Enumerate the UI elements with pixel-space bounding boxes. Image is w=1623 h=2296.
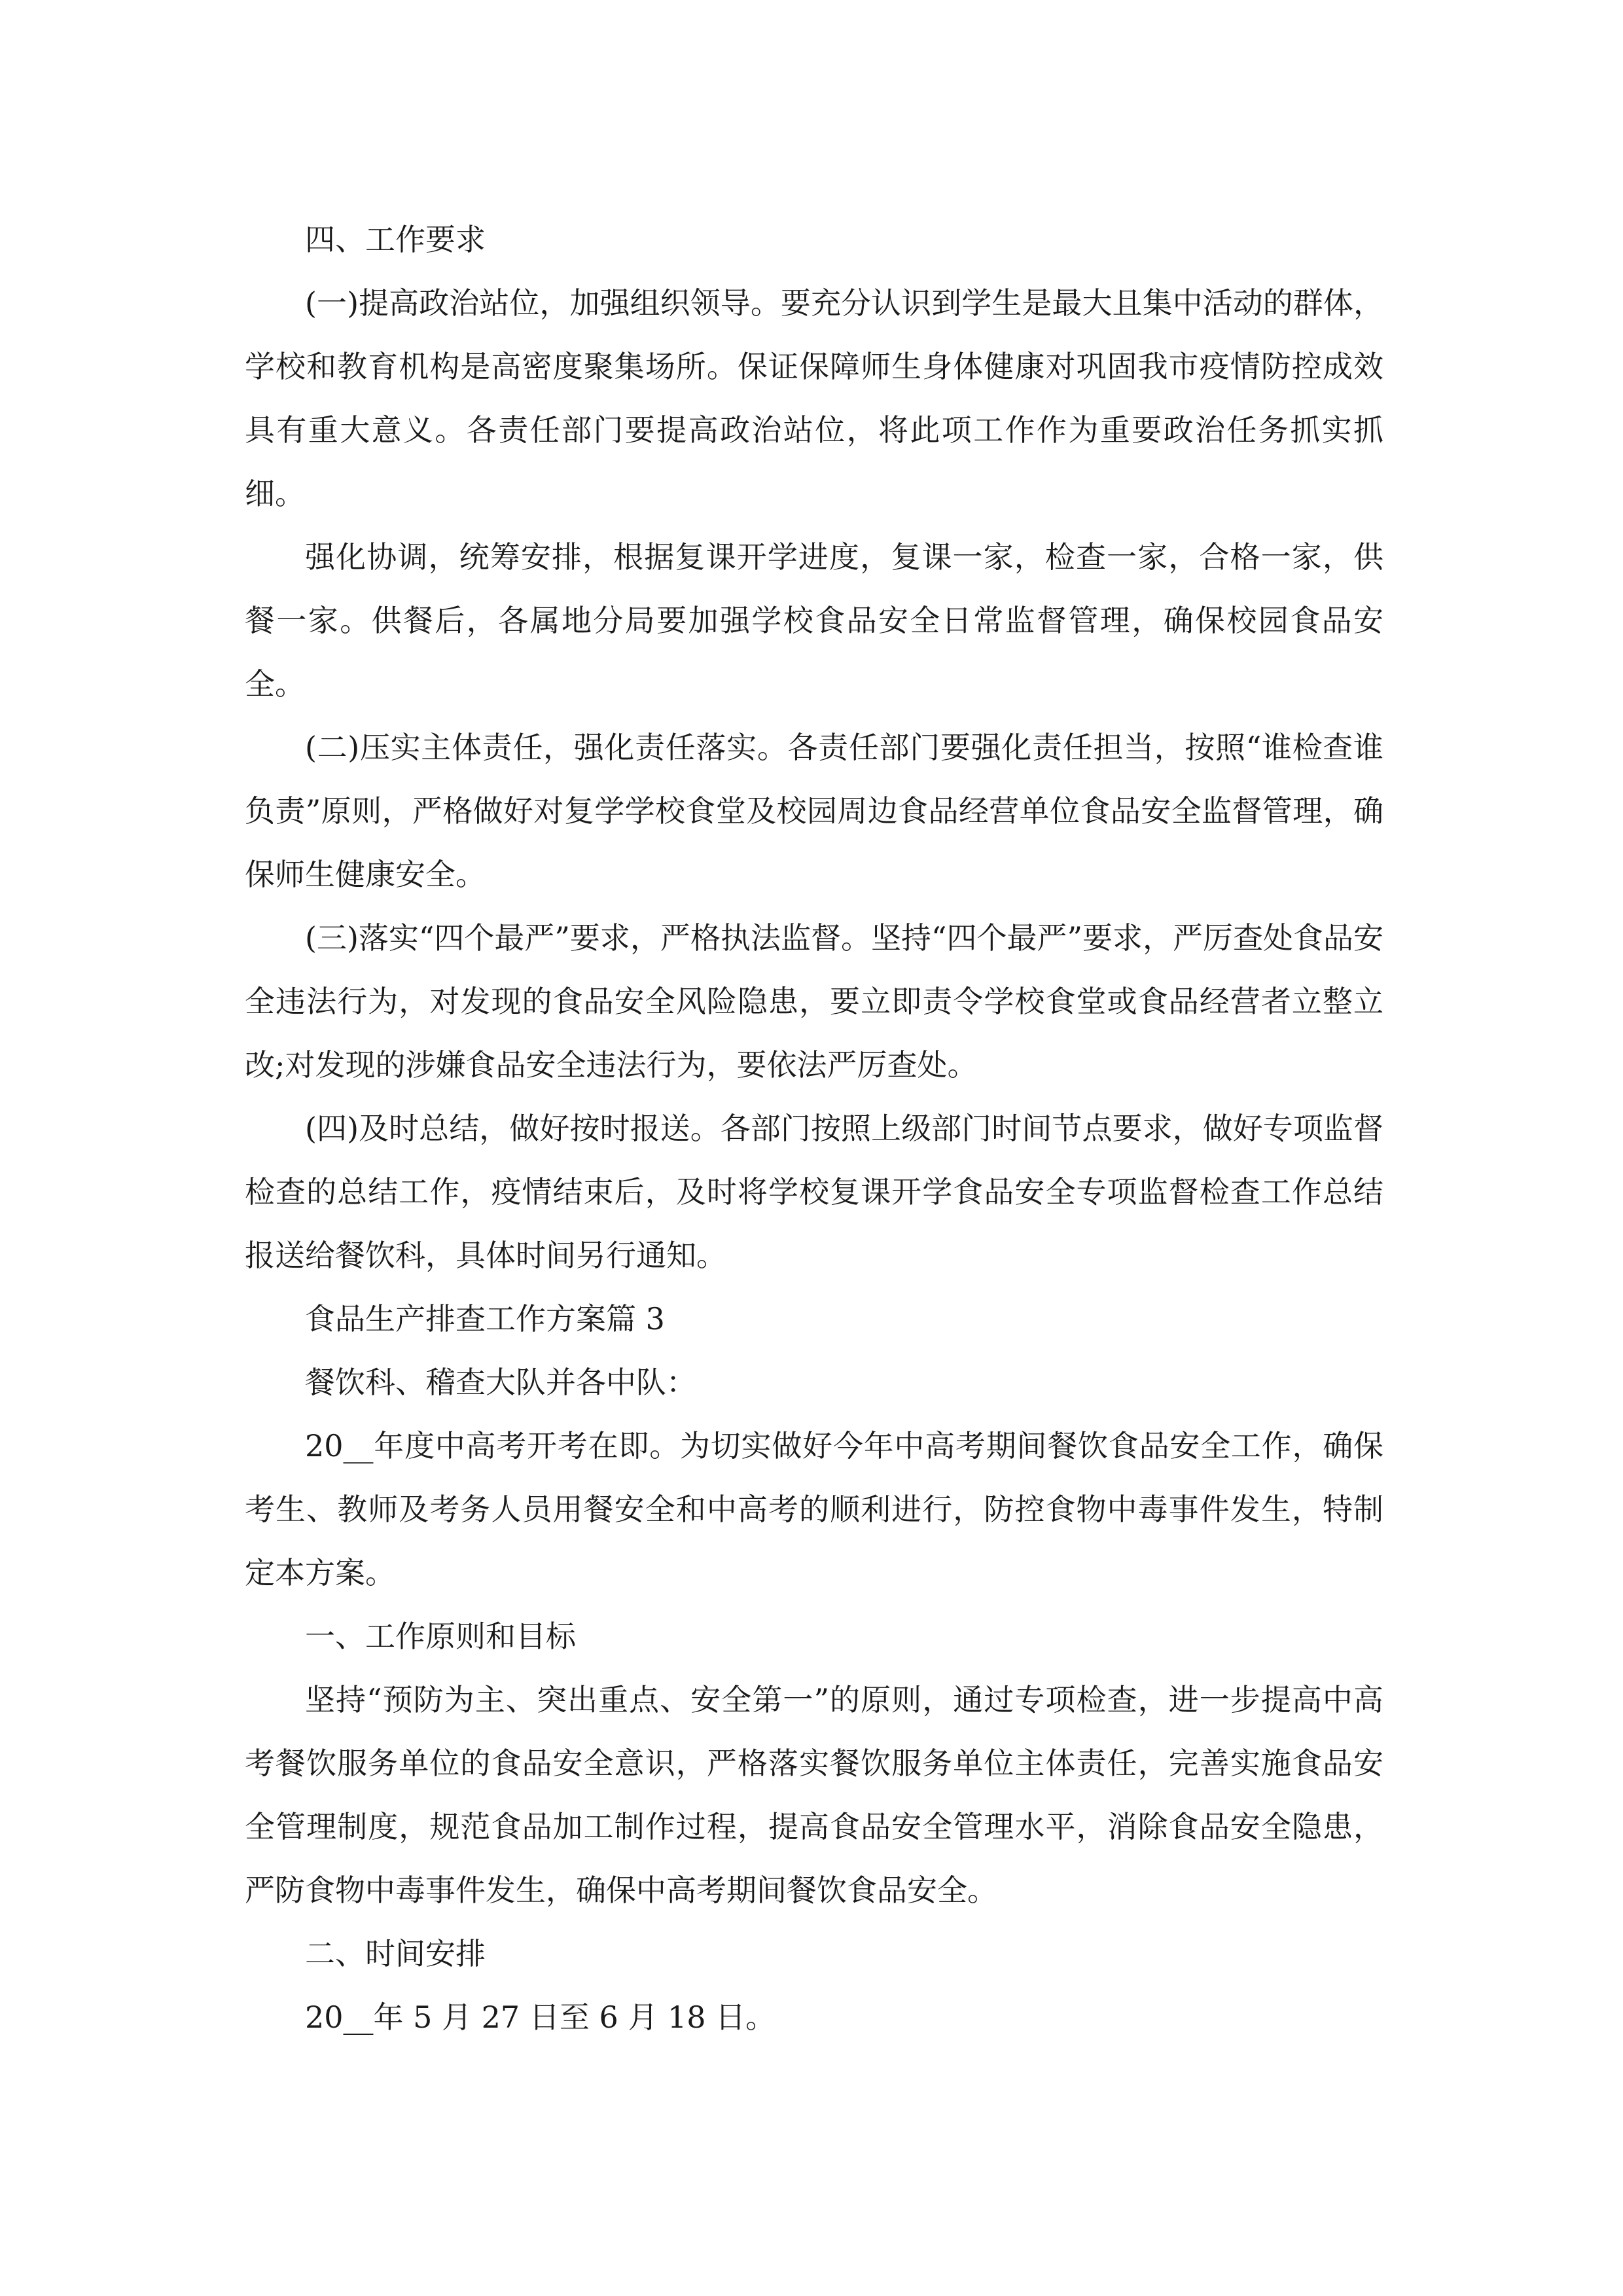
recipient-line: 餐饮科、稽查大队并各中队： (305, 1365, 696, 1400)
paragraph-enforcement: (三)落实“四个最严”要求，严格执法监督。坚持“四个最严”要求，严厉查处食品安全违法行为，对发现的食品安全风险隐患，要立即责令学校食堂或食品经营者立整立改;对发现的涉嫌食品安全违法行为，要依法严厉查处。 (245, 920, 1383, 1083)
paragraph-principles: 坚持“预防为主、突出重点、安全第一”的原则，通过专项检查，进一步提高中高考餐饮服务单位的食品安全意识，严格落实餐饮服务单位主体责任，完善实施食品安全管理制度，规范食品加工制作过程，提高食品安全管理水平，消除食品安全隐患，严防食物中毒事件发生，确保中高考期间餐饮食品安全。 (245, 1682, 1383, 1908)
paragraph-introduction: 20__年度中高考开考在即。为切实做好今年中高考期间餐饮食品安全工作，确保考生、教师及考务人员用餐安全和中高考的顺利进行，防控食物中毒事件发生，特制定本方案。 (245, 1428, 1383, 1590)
section-heading-principles: 一、工作原则和目标 (305, 1619, 576, 1654)
paragraph-reporting: (四)及时总结，做好按时报送。各部门按照上级部门时间节点要求，做好专项监督检查的总结工作，疫情结束后，及时将学校复课开学食品安全专项监督检查工作总结报送给餐饮科，具体时间另行通知。 (245, 1111, 1383, 1273)
section-heading-schedule: 二、时间安排 (305, 1936, 486, 1971)
paragraph-responsibility: (二)压实主体责任，强化责任落实。各责任部门要强化责任担当，按照“谁检查谁负责”原则，严格做好对复学学校食堂及校园周边食品经营单位食品安全监督管理，确保师生健康安全。 (245, 730, 1383, 892)
section-heading-work-requirements: 四、工作要求 (305, 222, 486, 257)
paragraph-political-stance: (一)提高政治站位，加强组织领导。要充分认识到学生是最大且集中活动的群体，学校和教育机构是高密度聚集场所。保证保障师生身体健康对巩固我市疫情防控成效具有重大意义。各责任部门要提高政治站位，将此项工作作为重要政治任务抓实抓细。 (245, 285, 1383, 511)
paragraph-schedule-dates: 20__年 5 月 27 日至 6 月 18 日。 (305, 2000, 776, 2035)
paragraph-coordination: 强化协调，统筹安排，根据复课开学进度，复课一家，检查一家，合格一家，供餐一家。供餐后，各属地分局要加强学校食品安全日常监督管理，确保校园食品安全。 (245, 539, 1383, 702)
article-title: 食品生产排查工作方案篇 3 (305, 1301, 665, 1336)
document-body (245, 208, 1383, 2049)
